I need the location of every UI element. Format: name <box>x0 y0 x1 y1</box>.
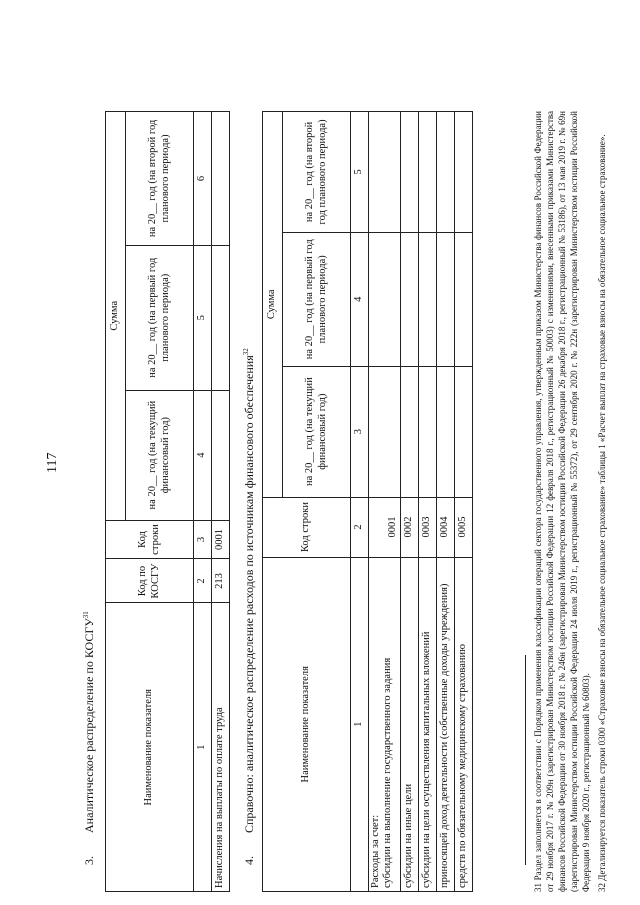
kosgu-num: 3 <box>194 520 212 559</box>
table-row <box>401 112 419 892</box>
sources-row-code: 0002 <box>401 497 419 557</box>
sources-row-code: 0001 <box>369 497 401 557</box>
kosgu-num: 4 <box>194 390 212 520</box>
sources-row-code: 0004 <box>437 497 455 557</box>
section3-title: Аналитическое распределение по КОСГУ$^{31}$ <box>82 611 96 833</box>
kosgu-row-name: Начисления на выплаты по оплате труда <box>212 603 230 892</box>
table-row <box>212 112 230 892</box>
sources-header-col4: на 20__ год (на первый год планового периода) <box>283 232 351 366</box>
sources-cell <box>369 112 401 233</box>
kosgu-table <box>105 111 230 892</box>
sources-row-name: приносящей доход деятельности (собственные доходы учреждения) <box>437 557 455 891</box>
sources-num: 5 <box>351 112 369 233</box>
sources-num: 4 <box>351 232 369 366</box>
sources-cell <box>419 366 437 497</box>
sources-header-col5: на 20__ год (на второй год планового периода) <box>283 112 351 233</box>
sources-row-name: субсидии на иные цели <box>401 557 419 891</box>
kosgu-header-col6: на 20__ год (на второй год планового периода) <box>126 112 194 246</box>
kosgu-num: 1 <box>194 603 212 892</box>
kosgu-num: 5 <box>194 245 212 390</box>
kosgu-row-kosgu: 213 <box>212 559 230 603</box>
kosgu-header-col5: на 20__ год (на первый год планового периода) <box>126 245 194 390</box>
section4-number: 4. <box>242 856 256 865</box>
sources-cell <box>419 112 437 233</box>
sources-header-name: Наименование показателя <box>263 557 351 891</box>
kosgu-row-col5 <box>212 245 230 390</box>
table-row <box>437 112 455 892</box>
kosgu-header-sum: Сумма <box>106 112 126 521</box>
table-row <box>369 112 401 892</box>
kosgu-row-col4 <box>212 390 230 520</box>
section4-title: Справочно: аналитическое распределение расходов по источникам финансового обеспечения$^{32}$ <box>242 348 256 833</box>
section3-number: 3. <box>82 856 96 865</box>
sources-header-sum: Сумма <box>263 112 283 498</box>
kosgu-header-name: Наименование показателя <box>106 603 194 892</box>
sources-table <box>262 111 473 892</box>
kosgu-num: 6 <box>194 112 212 246</box>
sources-num: 3 <box>351 366 369 497</box>
sources-row-name: Расходы за счет: субсидии на выполнение государственного задания <box>369 557 401 891</box>
table-row <box>455 112 473 892</box>
sources-header-col3: на 20__ год (на текущий финансовый год) <box>283 366 351 497</box>
sources-header-code: Код строки <box>263 497 351 557</box>
sources-row-name: субсидии на цели осуществления капитальных вложений <box>419 557 437 891</box>
kosgu-num: 2 <box>194 559 212 603</box>
sources-cell <box>401 366 419 497</box>
sources-cell <box>419 232 437 366</box>
kosgu-row-col6 <box>212 112 230 246</box>
sources-cell <box>369 366 401 497</box>
sources-cell <box>455 112 473 233</box>
sources-cell <box>455 232 473 366</box>
sources-cell <box>437 366 455 497</box>
sources-cell <box>437 112 455 233</box>
sources-cell <box>455 366 473 497</box>
kosgu-header-kosgu: Код по КОСГУ <box>106 559 194 603</box>
sources-cell <box>401 112 419 233</box>
footnote-divider <box>525 655 526 865</box>
sources-row-code: 0005 <box>455 497 473 557</box>
kosgu-header-col4: на 20__ год (на текущий финансовый год) <box>126 390 194 520</box>
sources-num: 1 <box>351 557 369 891</box>
footnote-31: 31 Раздел заполняется в соответствии с Порядком применения классификации операций сектора государственного управления, утвержденным приказом Министерства финансов Российской Федерации от 29 ноября 2017 г. № 209н (зарегистрирован Министерством юстиции Российской Федерации 12 февраля 2018 г., регистрационный № 50003) с изменениями, внесенными приказами Министерства финансов Российской Федерации от 30 ноября 2018 г. № 246н (зарегистрирован Министерством юстиции Российской Федерации 26 декабря 2018 г., регистрационный № 53186), от 13 мая 2019 г. № 69н (зарегистрирован Министерством юстиции Российской Федерации 24 июля 2019 г., регистрационный № 55372), от 29 сентября 2020 г. № 222н (зарегистрирован Министерством юстиции Российской Федерации 9 ноября 2020 г., регистрационный № 60803). <box>533 111 591 892</box>
page-number: 117 <box>45 452 60 473</box>
sources-cell <box>401 232 419 366</box>
kosgu-header-code: Код строки <box>106 520 194 559</box>
table-row <box>419 112 437 892</box>
sources-cell <box>369 232 401 366</box>
sources-num: 2 <box>351 497 369 557</box>
kosgu-row-code: 0001 <box>212 520 230 559</box>
sources-row-name: средств по обязательному медицинскому страхованию <box>455 557 473 891</box>
sources-row-code: 0003 <box>419 497 437 557</box>
footnote-32: 32 Детализируется показатель строки 0300 «Страховые взносы на обязательное социальное страхование» таблицы 1 «Расчет выплат на страховые взносы на обязательное социальное страхование». <box>597 134 607 892</box>
sources-cell <box>437 232 455 366</box>
